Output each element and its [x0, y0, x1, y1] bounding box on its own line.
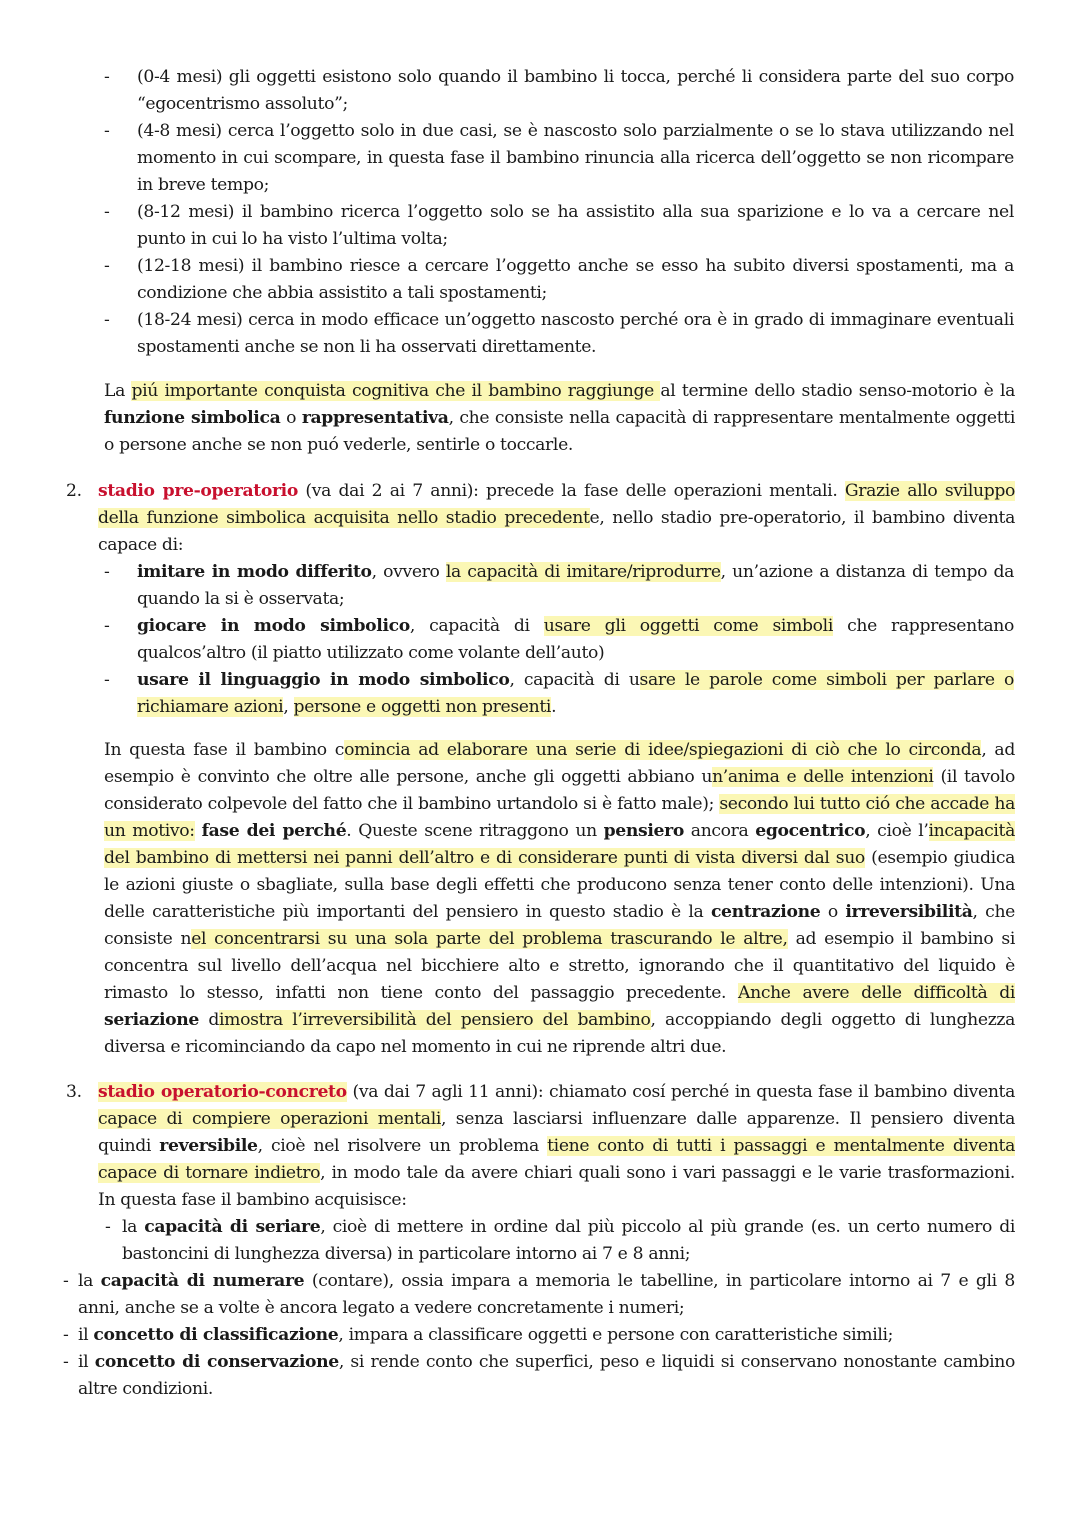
bold-term: egocentrico — [755, 821, 866, 841]
bullet-dash: - — [104, 670, 110, 690]
text-run: la — [122, 1217, 145, 1237]
text-run: (12-18 mesi) il bambino riesce a cercare l’oggetto anche se esso ha subito diversi spostamenti, ma a condizione che abbia assistito a tali spostamenti; — [137, 256, 1014, 303]
bold-term: capacità di numerare — [100, 1271, 305, 1291]
list-item-text — [78, 1322, 1015, 1349]
text-run: , senza lasciarsi influenzare dalle apparenze. Il pensiero diventa quindi — [98, 1109, 1015, 1156]
list-item — [63, 1322, 1015, 1349]
highlighted-text: el concentrarsi su una sola parte del problema trascurando le altre, — [191, 929, 788, 949]
symbolic-function-paragraph — [0, 378, 1080, 459]
list-number: 2. — [66, 481, 82, 501]
bold-term: giocare in modo simbolico — [137, 616, 410, 636]
text-run: , si rende conto che superfici, peso e liquidi si conservano nonostante cambino altre condizioni. — [78, 1352, 1015, 1399]
bullet-dash: - — [104, 562, 110, 582]
text-run: che rappresentano qualcos’altro (il piatto utilizzato come volante dell’auto) — [137, 616, 1014, 663]
list-item — [104, 667, 1014, 721]
text-run: , un’azione a distanza di tempo da quando la si è osservata; — [137, 562, 1015, 609]
text-run: , capacità di — [409, 616, 544, 636]
bold-term: reversibile — [159, 1136, 258, 1156]
text-run — [195, 821, 202, 841]
list-item-text — [137, 199, 1014, 253]
text-run: , che consiste n — [104, 902, 1015, 949]
text-run: , cioè nel risolvere un problema — [257, 1136, 548, 1156]
bullet-dash: - — [104, 616, 110, 636]
text-run: , ad esempio è convinto che oltre alle persone, anche gli oggetti abbiano u — [104, 740, 1015, 787]
highlighted-text: la capacità di imitare/riprodurre — [445, 562, 721, 582]
bullet-dash: - — [105, 1217, 111, 1237]
bold-term: imitare in modo differito — [137, 562, 372, 582]
text-run: , in modo tale da avere chiari quali sono i vari passaggi e le varie trasformazioni. In questa fase il bambino acquisisce: — [98, 1163, 1016, 1210]
stage-text — [98, 478, 1015, 559]
list-item-text — [122, 1214, 1015, 1268]
text-run: il — [78, 1325, 94, 1345]
text-run: , — [283, 697, 294, 717]
text-run: , cioè l’ — [865, 821, 929, 841]
highlighted-text: n’anima e delle intenzioni — [712, 767, 934, 787]
bold-term: fase dei perché — [201, 821, 347, 841]
highlighted-text: tiene conto di tutti i passaggi e mentalmente diventa capace di tornare indietro — [98, 1136, 1015, 1183]
list-item — [104, 559, 1015, 613]
text-run: o — [280, 408, 302, 428]
bold-term: centrazione — [710, 902, 821, 922]
list-item — [63, 1349, 1015, 1403]
text-run: (va dai 2 ai 7 anni): precede la fase delle operazioni mentali. — [297, 481, 845, 501]
text-run: ancora — [683, 821, 756, 841]
highlighted-text: sare le parole come simboli per parlare o richiamare azioni — [137, 670, 1014, 717]
text-run: il — [78, 1352, 95, 1372]
text-run: La — [104, 381, 132, 401]
highlighted-text: omincia ad elaborare una serie di idee/spiegazioni di ciò che lo circonda — [344, 740, 982, 760]
text-run: (contare), ossia impara a memoria le tabelline, in particolare intorno ai 7 e gli 8 anni, anche se a volte è ancora legato a vedere concretamente i numeri; — [78, 1271, 1015, 1318]
pre-operational-abilities-list — [0, 559, 1080, 721]
bold-term: usare il linguaggio in modo simbolico — [137, 670, 510, 690]
text-run: , impara a classificare oggetti e persone con caratteristiche simili; — [338, 1325, 894, 1345]
bullet-dash: - — [104, 202, 110, 222]
text-run: In questa fase il bambino c — [104, 740, 345, 760]
list-item-text — [137, 613, 1014, 667]
bullet-dash: - — [104, 310, 110, 330]
bullet-dash: - — [104, 67, 110, 87]
list-item — [104, 118, 1014, 199]
text-run: o — [820, 902, 846, 922]
bullet-dash: - — [63, 1352, 69, 1372]
bold-term: rappresentativa — [301, 408, 449, 428]
list-item-text — [137, 118, 1014, 199]
stage-text — [98, 1079, 1015, 1214]
bold-term: irreversibilità — [845, 902, 973, 922]
text-run: (va dai 7 agli 11 anni): chiamato cosí perché in questa fase il bambino diventa — [346, 1082, 1015, 1102]
text-run: (0-4 mesi) gli oggetti esistono solo quando il bambino li tocca, perché li considera parte del suo corpo “egocentrismo assoluto”; — [137, 67, 1014, 114]
bullet-dash: - — [104, 256, 110, 276]
text-run: ad esempio il bambino si concentra sul livello dell’acqua nel bicchiere alto e stretto, ignorando che il quantitativo del liquido è rimasto lo stesso, infatti non tiene conto del passaggio precedente. — [104, 929, 1015, 1003]
text-run: . Queste scene ritraggono un — [346, 821, 604, 841]
text-run: (il tavolo considerato colpevole del fatto che il bambino urtandolo si è fatto male); — [104, 767, 1015, 814]
list-item-text — [137, 253, 1014, 307]
list-item-text — [137, 64, 1014, 118]
text-run: (esempio giudica le azioni giuste o sbagliate, sulla base degli effetti che producono senza tener conto delle intenzioni). Una delle caratteristiche più importanti del pensiero in questo stadio è la — [104, 848, 1015, 922]
text-run: e, nello stadio pre-operatorio, il bambino diventa capace di: — [98, 508, 1015, 555]
bold-term: seriazione — [104, 1010, 200, 1030]
list-item-text — [137, 307, 1014, 361]
list-item — [63, 1268, 1015, 1322]
bold-term: funzione simbolica — [104, 408, 281, 428]
bold-term: capacità di seriare — [144, 1217, 321, 1237]
highlighted-text: persone e oggetti non presenti — [293, 697, 552, 717]
text-run: . — [551, 697, 557, 717]
bullet-dash: - — [104, 121, 110, 141]
paragraph-text — [104, 737, 1015, 1061]
egocentrism-paragraph — [0, 737, 1080, 1061]
bullet-dash: - — [63, 1325, 69, 1345]
text-run: (4-8 mesi) cerca l’oggetto solo in due casi, se è nascosto solo parzialmente o se lo stava utilizzando nel momento in cui scompare, in questa fase il bambino rinuncia alla ricerca dell’oggetto se non ricompare in breve tempo; — [137, 121, 1014, 195]
list-item-text — [137, 667, 1014, 721]
object-permanence-list — [0, 64, 1080, 361]
highlighted-text: capace di compiere operazioni mentali — [98, 1109, 441, 1129]
text-run: (8-12 mesi) il bambino ricerca l’oggetto solo se ha assistito alla sua sparizione e lo va a cercare nel punto in cui lo ha visto l’ultima volta; — [137, 202, 1014, 249]
text-run: al termine dello stadio senso-motorio è la — [660, 381, 1015, 401]
text-run: , ovvero — [371, 562, 446, 582]
list-item — [105, 1214, 1016, 1268]
text-run: (18-24 mesi) cerca in modo efficace un’oggetto nascosto perché ora è in grado di immaginare eventuali spostamenti anche se non li ha osservati direttamente. — [137, 310, 1014, 357]
list-item-text — [78, 1268, 1015, 1322]
stage-heading: stadio operatorio-concreto — [98, 1082, 347, 1102]
text-run: , capacità di u — [509, 670, 640, 690]
list-number: 3. — [66, 1082, 82, 1102]
paragraph-text — [104, 378, 1015, 459]
stage-pre-operational — [0, 478, 1080, 559]
highlighted-text: imostra l’irreversibilità del pensiero del bambino — [219, 1010, 651, 1030]
concrete-operational-abilities-list — [0, 1214, 1080, 1403]
list-item — [104, 199, 1014, 253]
bullet-dash: - — [63, 1271, 69, 1291]
text-run: la — [78, 1271, 101, 1291]
list-item — [104, 307, 1014, 361]
list-item — [104, 64, 1014, 118]
stage-concrete-operational — [0, 1079, 1080, 1214]
text-run: d — [199, 1010, 220, 1030]
bold-term: concetto di classificazione — [93, 1325, 339, 1345]
bold-term: concetto di conservazione — [94, 1352, 339, 1372]
highlighted-text: Anche avere delle difficoltà di — [738, 983, 1015, 1003]
highlighted-text: incapacità del bambino di mettersi nei panni dell’altro e di considerare punti di vista diversi dal suo — [104, 821, 1015, 868]
bold-term: pensiero — [603, 821, 684, 841]
list-item-text — [78, 1349, 1015, 1403]
list-item — [104, 253, 1014, 307]
list-item — [104, 613, 1014, 667]
list-item-text — [137, 559, 1014, 613]
highlighted-text: piú importante conquista cognitiva che il bambino raggiunge — [131, 381, 661, 401]
highlighted-text: usare gli oggetti come simboli — [543, 616, 833, 636]
text-run: , accoppiando degli oggetto di lunghezza diversa e ricominciando da capo nel momento in cui ne riprende altri due. — [104, 1010, 1015, 1057]
text-run: , che consiste nella capacità di rappresentare mentalmente oggetti o persone anche se non puó vederle, sentirle o toccarle. — [104, 408, 1015, 455]
highlighted-text: Grazie allo sviluppo della funzione simbolica acquisita nello stadio precedent — [98, 481, 1015, 528]
text-run: , cioè di mettere in ordine dal più piccolo al più grande (es. un certo numero di bastoncini di lunghezza diversa) in particolare intorno ai 7 e 8 anni; — [122, 1217, 1016, 1264]
highlighted-text: secondo lui tutto ció che accade ha un motivo: — [104, 794, 1015, 841]
stage-heading: stadio pre-operatorio — [98, 481, 298, 501]
